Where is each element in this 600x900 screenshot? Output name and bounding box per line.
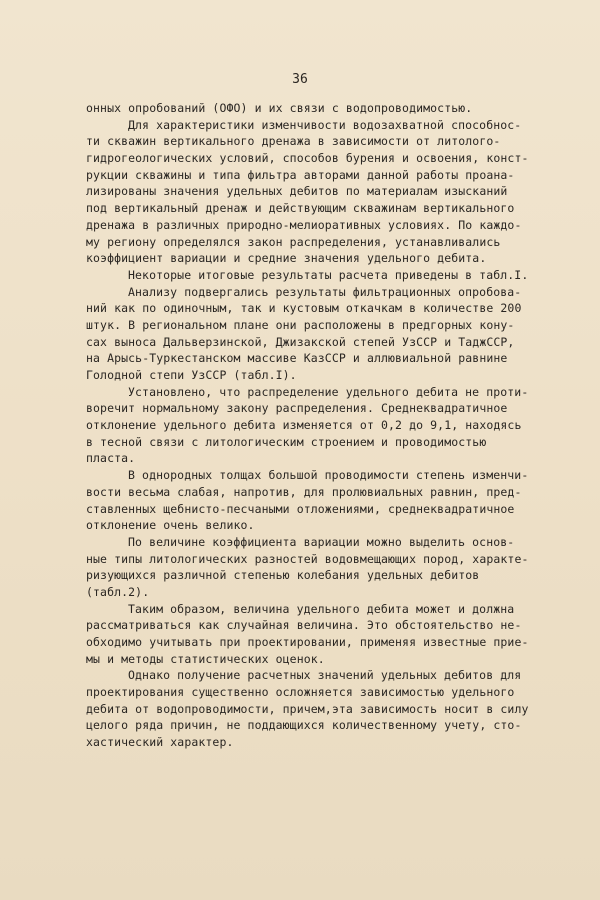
text-line: Голодной степи УзССР (табл.I). xyxy=(86,368,297,382)
text-line: отклонение удельного дебита изменяется от 0,2 до 9,1, находясь xyxy=(86,418,522,433)
text-line: целого ряда причин, не поддающихся количественному учету, сто- xyxy=(86,718,522,733)
text-line: пласта. xyxy=(86,451,136,466)
text-line: обходимо учитывать при проектировании, применяя известные прие- xyxy=(86,635,529,649)
body-text xyxy=(86,100,586,751)
text-line: под вертикальный дренаж и действующим скважинам вертикального xyxy=(86,201,515,216)
text-line: гидрогеологических условий, способов бурения и освоения, конст- xyxy=(86,151,529,166)
text-line: Однако получение расчетных значений удельных дебитов для xyxy=(128,668,522,683)
text-line: воречит нормальному закону распределения. Среднеквадратичное xyxy=(86,401,508,416)
text-line: хастический характер. xyxy=(86,735,234,750)
text-line: отклонение очень велико. xyxy=(86,518,255,533)
text-line: онных опробований (ОФО) и их связи с водопроводимостью. xyxy=(86,101,473,115)
text-line: Для характеристики изменчивости водозахватной способнос- xyxy=(128,117,522,132)
page-number: 36 xyxy=(292,72,308,87)
text-line: дренажа в различных природно-мелиоративных условиях. По каждо- xyxy=(86,217,522,232)
text-line: ти скважин вертикального дренажа в зависимости от литолого- xyxy=(86,134,501,149)
text-line: проектирования существенно осложняется зависимостью удельного xyxy=(86,685,515,700)
text-line: (табл.2). xyxy=(86,584,150,599)
text-line: сах выноса Дальверзинской, Джизакской степей УзССР и ТаджССР, xyxy=(86,334,515,349)
text-line: коэффициент вариации и средние значения удельного дебита. xyxy=(86,251,487,266)
text-line: Таким образом, величина удельного дебита может и должна xyxy=(128,601,515,616)
text-line: ризующихся различной степенью колебания удельных дебитов xyxy=(86,568,480,583)
text-line: мы и методы статистических оценок. xyxy=(86,651,325,666)
text-line: ные типы литологических разностей водовмещающих пород, характе- xyxy=(86,551,529,566)
text-line: лизированы значения удельных дебитов по материалам изысканий xyxy=(86,184,508,199)
text-line: рукции скважины и типа фильтра авторами данной работы проана- xyxy=(86,167,515,182)
text-line: Установлено, что распределение удельного дебита не проти- xyxy=(128,384,529,399)
text-line: ставленных щебнисто-песчаными отложениями, среднеквадратичное xyxy=(86,501,515,516)
text-line: По величине коэффициента вариации можно выделить основ- xyxy=(128,534,515,549)
text-line: на Арысь-Туркестанском массиве КазССР и аллювиальной равнине xyxy=(86,351,508,366)
text-line: Анализу подвергались результаты фильтрационных опробова- xyxy=(128,284,522,299)
text-line: Некоторые итоговые результаты расчета приведены в табл.I. xyxy=(128,267,529,282)
text-line: дебита от водопроводимости, причем,эта зависимость носит в силу xyxy=(86,701,529,716)
text-line: в тесной связи с литологическим строением и проводимостью xyxy=(86,434,487,449)
text-line: рассматриваться как случайная величина. Это обстоятельство не- xyxy=(86,618,522,633)
text-line: штук. В региональном плане они расположены в предгорных кону- xyxy=(86,317,515,332)
text-line: ний как по одиночным, так и кустовым откачкам в количестве 200 xyxy=(86,301,522,316)
text-line: му региону определялся закон распределения, устанавливались xyxy=(86,234,501,249)
text-line: В однородных толщах большой проводимости степень изменчи- xyxy=(128,468,529,483)
text-line: вости весьма слабая, напротив, для пролювиальных равнин, пред- xyxy=(86,484,522,499)
